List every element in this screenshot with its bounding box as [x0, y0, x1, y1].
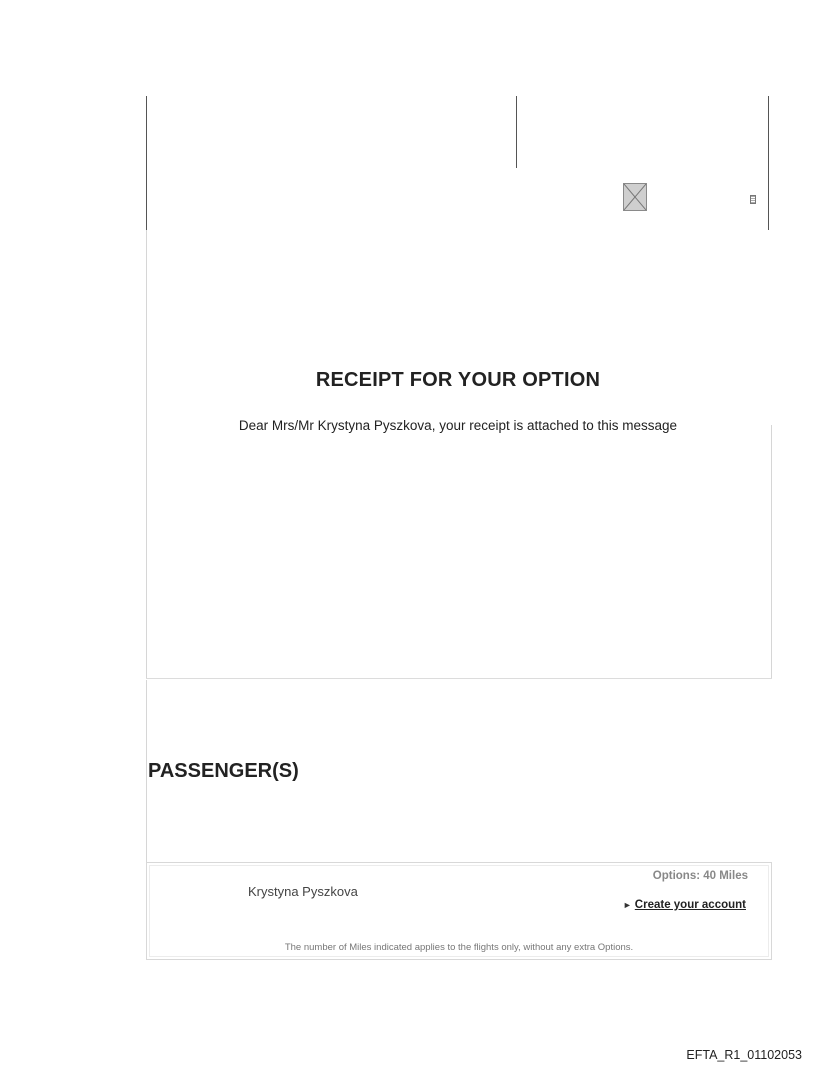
passenger-card-inner	[149, 865, 769, 957]
content-bottom-rule	[146, 678, 772, 679]
miles-note: The number of Miles indicated applies to the flights only, without any extra Options.	[284, 942, 634, 953]
right-border-top	[768, 96, 769, 230]
receipt-title: RECEIPT FOR YOUR OPTION	[315, 369, 601, 391]
passenger-name: Krystyna Pyszkova	[248, 884, 358, 899]
options-miles: Options: 40 Miles	[652, 870, 748, 882]
passengers-heading: PASSENGER(S)	[148, 760, 299, 782]
create-account-link[interactable]	[623, 899, 746, 911]
greeting-message: Dear Mrs/Mr Krystyna Pyszkova, your receipt is attached to this message	[238, 418, 678, 433]
content-right-border	[771, 425, 772, 678]
section-left-border	[146, 680, 147, 862]
arrow-right-icon: ►	[622, 900, 632, 910]
left-border-top	[146, 96, 147, 230]
content-left-border	[146, 230, 147, 678]
passenger-card	[146, 862, 772, 960]
small-image-icon	[750, 195, 756, 204]
create-account-label[interactable]: Create your account	[634, 899, 746, 911]
document-id: EFTA_R1_01102053	[686, 1048, 802, 1062]
broken-image-icon	[623, 183, 647, 211]
header-divider	[516, 96, 517, 168]
